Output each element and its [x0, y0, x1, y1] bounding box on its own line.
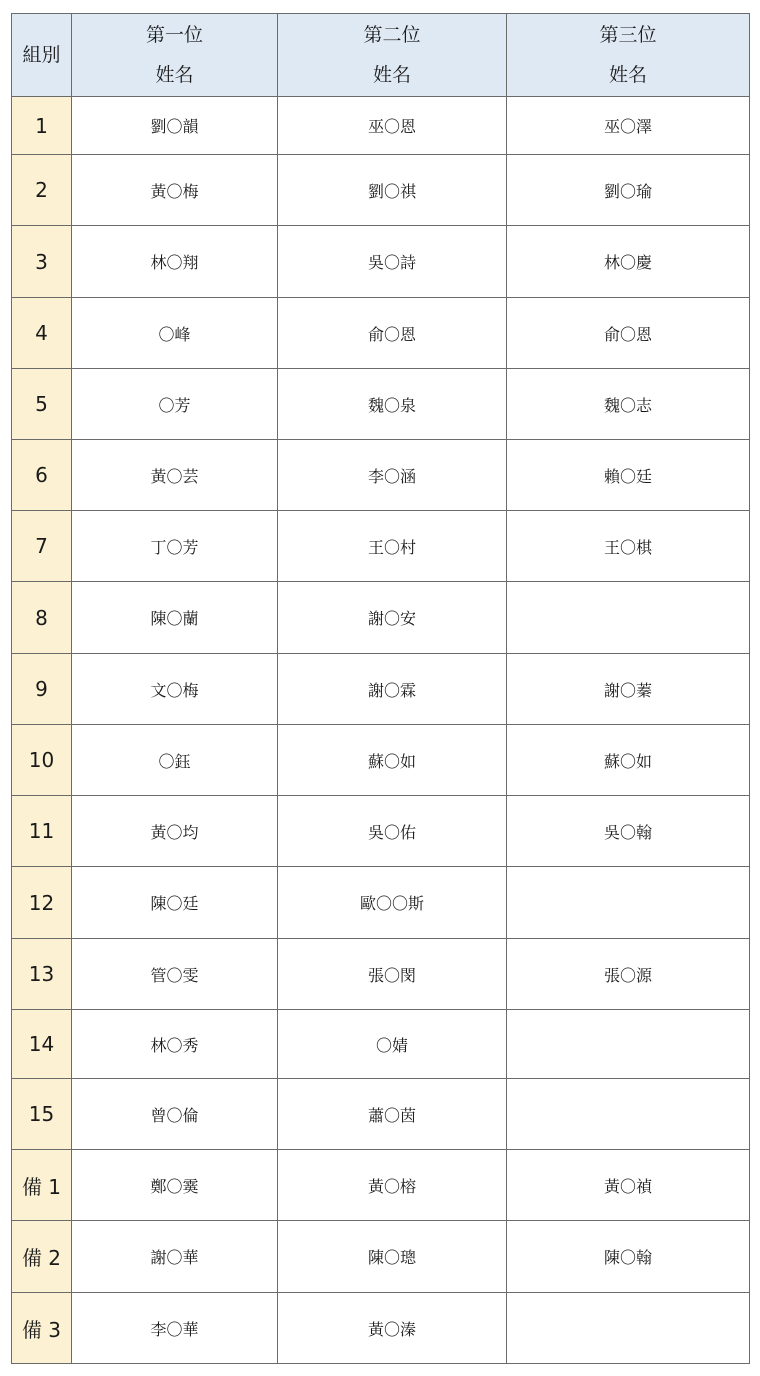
- member-name-cell: 劉〇瑜: [507, 155, 750, 226]
- member-name-cell: [507, 867, 750, 939]
- table-row: [12, 1293, 750, 1364]
- table-row: [12, 155, 750, 226]
- group-number-cell: 13: [12, 939, 72, 1010]
- member-name-cell: 巫〇恩: [278, 97, 507, 155]
- first-position-header: [72, 14, 278, 97]
- member-name-cell: [507, 1293, 750, 1364]
- table-row: [12, 1079, 750, 1150]
- member-name-cell: 李〇華: [72, 1293, 278, 1364]
- member-name-cell: 曾〇倫: [72, 1079, 278, 1150]
- member-name-cell: 蘇〇如: [507, 725, 750, 796]
- position-label: 第二位: [363, 24, 421, 46]
- table-row: [12, 1221, 750, 1293]
- table-row: [12, 511, 750, 582]
- second-position-header: [278, 14, 507, 97]
- position-label: 第一位: [145, 24, 203, 46]
- table-row: [12, 725, 750, 796]
- member-name-cell: 謝〇安: [278, 582, 507, 654]
- member-name-cell: 文〇梅: [72, 654, 278, 725]
- group-number-cell: 5: [12, 369, 72, 440]
- member-name-cell: 吳〇翰: [507, 796, 750, 867]
- table-row: [12, 796, 750, 867]
- member-name-cell: 歐〇〇斯: [278, 867, 507, 939]
- member-name-cell: 黃〇榕: [278, 1150, 507, 1221]
- member-name-cell: 蘇〇如: [278, 725, 507, 796]
- table-row: [12, 867, 750, 939]
- group-number-cell: 8: [12, 582, 72, 654]
- group-number-cell: 備 2: [12, 1221, 72, 1293]
- member-name-cell: 蕭〇茵: [278, 1079, 507, 1150]
- table-row: [12, 440, 750, 511]
- member-name-cell: 張〇閔: [278, 939, 507, 1010]
- member-name-cell: 謝〇霖: [278, 654, 507, 725]
- member-name-cell: 陳〇蘭: [72, 582, 278, 654]
- member-name-cell: 黃〇梅: [72, 155, 278, 226]
- member-name-cell: 王〇村: [278, 511, 507, 582]
- group-number-cell: 4: [12, 298, 72, 369]
- member-name-cell: 〇峰: [72, 298, 278, 369]
- group-number-cell: 2: [12, 155, 72, 226]
- member-name-cell: [507, 1079, 750, 1150]
- table-row: [12, 298, 750, 369]
- member-name-cell: 賴〇廷: [507, 440, 750, 511]
- group-number-cell: 6: [12, 440, 72, 511]
- member-name-cell: 劉〇韻: [72, 97, 278, 155]
- member-name-cell: 黃〇芸: [72, 440, 278, 511]
- group-number-cell: 1: [12, 97, 72, 155]
- table-row: [12, 939, 750, 1010]
- table-body: [12, 97, 750, 1364]
- group-number-cell: 10: [12, 725, 72, 796]
- member-name-cell: 劉〇祺: [278, 155, 507, 226]
- roster-table: [11, 13, 750, 1364]
- group-number-cell: 9: [12, 654, 72, 725]
- member-name-cell: 〇鈺: [72, 725, 278, 796]
- table-row: [12, 369, 750, 440]
- member-name-cell: 魏〇志: [507, 369, 750, 440]
- table-row: [12, 1010, 750, 1079]
- position-label: 第三位: [599, 24, 657, 46]
- member-name-cell: 林〇翔: [72, 226, 278, 298]
- member-name-cell: 林〇秀: [72, 1010, 278, 1079]
- group-number-cell: 7: [12, 511, 72, 582]
- member-name-cell: 陳〇翰: [507, 1221, 750, 1293]
- group-number-cell: 14: [12, 1010, 72, 1079]
- table-header: [12, 14, 750, 97]
- group-number-cell: 12: [12, 867, 72, 939]
- member-name-cell: 吳〇詩: [278, 226, 507, 298]
- name-label: 姓名: [372, 64, 411, 86]
- group-number-cell: 3: [12, 226, 72, 298]
- member-name-cell: 謝〇蓁: [507, 654, 750, 725]
- table-row: [12, 582, 750, 654]
- member-name-cell: [507, 1010, 750, 1079]
- table-row: [12, 654, 750, 725]
- member-name-cell: 李〇涵: [278, 440, 507, 511]
- table-row: [12, 97, 750, 155]
- member-name-cell: 張〇源: [507, 939, 750, 1010]
- member-name-cell: 王〇棋: [507, 511, 750, 582]
- member-name-cell: 〇婧: [278, 1010, 507, 1079]
- member-name-cell: 黃〇均: [72, 796, 278, 867]
- member-name-cell: 魏〇泉: [278, 369, 507, 440]
- group-number-cell: 備 1: [12, 1150, 72, 1221]
- header-row: [12, 14, 750, 97]
- group-number-cell: 11: [12, 796, 72, 867]
- member-name-cell: 陳〇廷: [72, 867, 278, 939]
- member-name-cell: 管〇雯: [72, 939, 278, 1010]
- member-name-cell: 林〇慶: [507, 226, 750, 298]
- member-name-cell: 丁〇芳: [72, 511, 278, 582]
- table-row: [12, 1150, 750, 1221]
- group-number-cell: 備 3: [12, 1293, 72, 1364]
- group-number-cell: 15: [12, 1079, 72, 1150]
- group-column-header: 組別: [12, 14, 72, 97]
- member-name-cell: 黃〇禎: [507, 1150, 750, 1221]
- member-name-cell: 俞〇恩: [278, 298, 507, 369]
- table-row: [12, 226, 750, 298]
- member-name-cell: 陳〇璁: [278, 1221, 507, 1293]
- name-label: 姓名: [608, 64, 647, 86]
- member-name-cell: 〇芳: [72, 369, 278, 440]
- member-name-cell: 鄭〇霙: [72, 1150, 278, 1221]
- member-name-cell: 吳〇佑: [278, 796, 507, 867]
- member-name-cell: 謝〇華: [72, 1221, 278, 1293]
- third-position-header: [507, 14, 750, 97]
- member-name-cell: 黃〇溱: [278, 1293, 507, 1364]
- member-name-cell: [507, 582, 750, 654]
- member-name-cell: 巫〇澤: [507, 97, 750, 155]
- name-label: 姓名: [155, 64, 194, 86]
- member-name-cell: 俞〇恩: [507, 298, 750, 369]
